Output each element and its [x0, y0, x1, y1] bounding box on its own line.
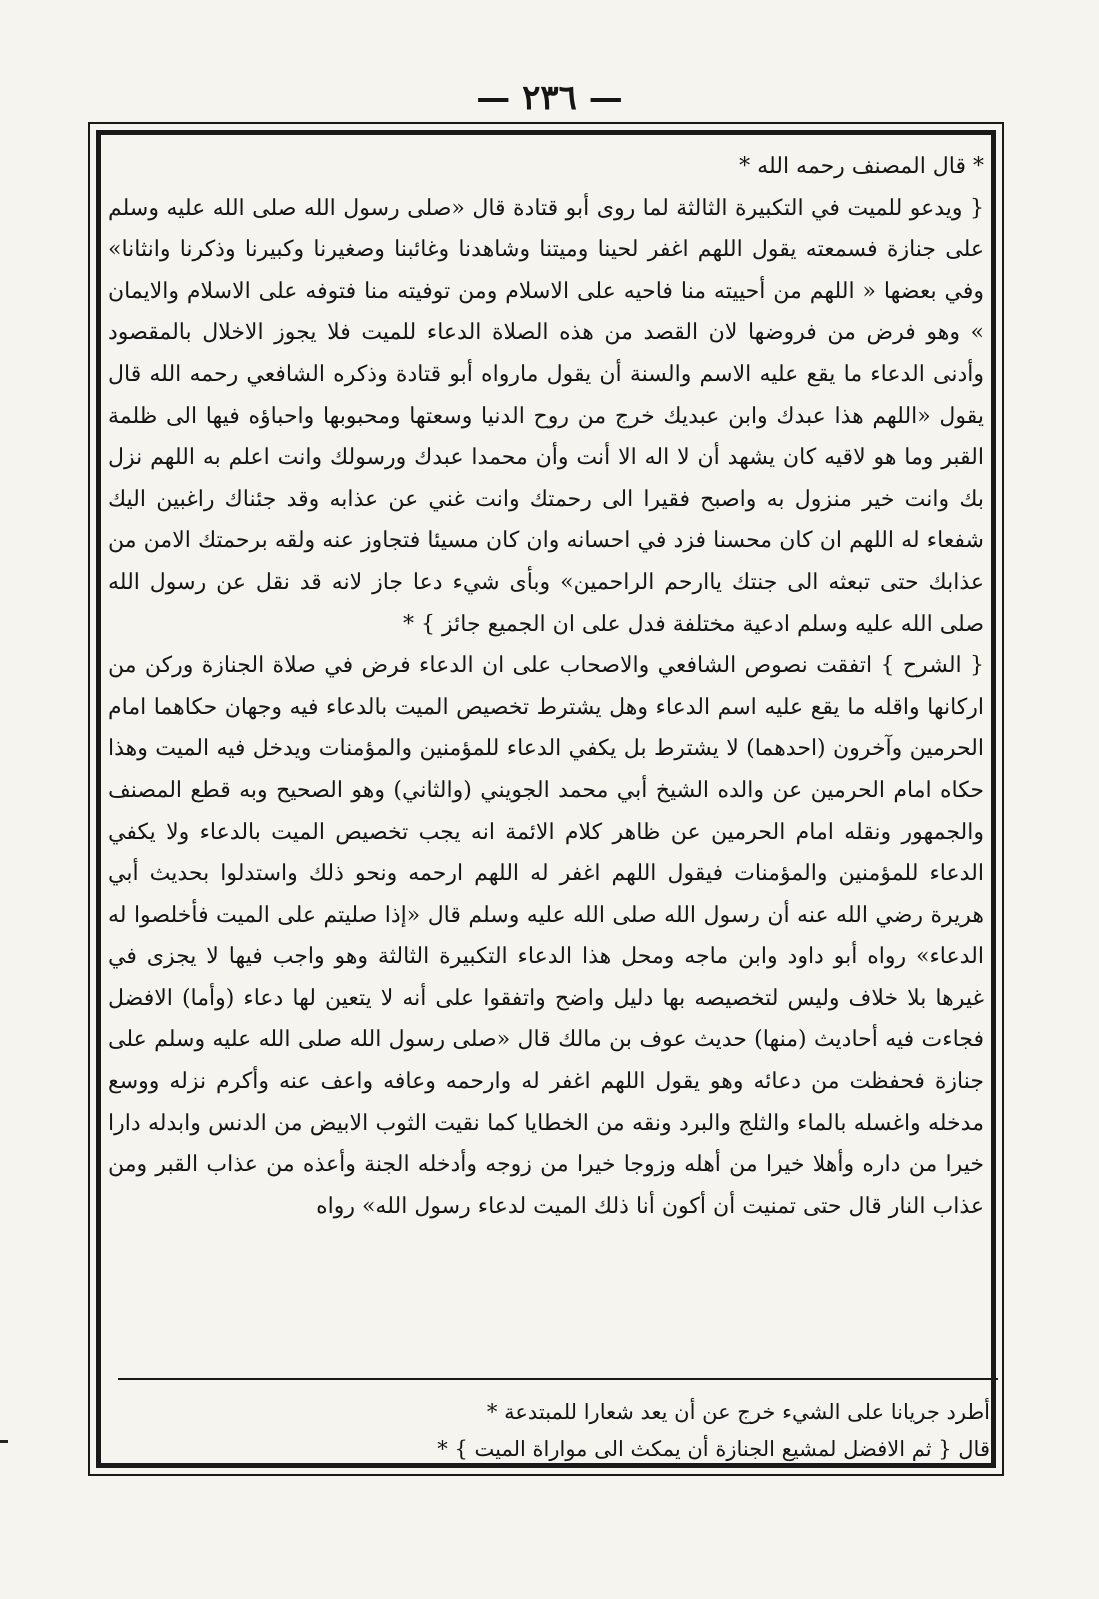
scan-edge-mark — [0, 1440, 8, 1443]
section-heading: * قال المصنف رحمه الله * — [739, 154, 984, 179]
main-text — [108, 146, 984, 1227]
footnote-line: قال { ثم الافضل لمشيع الجنازة أن يمكث الى مواراة الميت } * — [437, 1437, 990, 1461]
page-number: — ٢٣٦ — — [476, 78, 623, 118]
text-paragraph: { ويدعو للميت في التكبيرة الثالثة لما روى أبو قتادة قال «صلى رسول الله صلى الله عليه وسلم على جنازة فسمعته يقول اللهم اغفر لحينا وميتنا وشاهدنا وغائبنا وصغيرنا وكبيرنا وذكرنا وانثانا» وفي بعضها « اللهم من أحييته منا فاحيه على الاسلام ومن توفيته منا فتوفه على الاسلام والايمان » وهو فرض من فروضها لان القصد من هذه الصلاة الدعاء للميت فلا يجوز الاخلال بالمقصود وأدنى الدعاء ما يقع عليه الاسم والسنة أن يقول مارواه أبو قتادة وذكره الشافعي رحمه الله قال يقول «اللهم هذا عبدك وابن عبديك خرج من روح الدنيا وسعتها ومحبوبها واحباؤه فيها الى ظلمة القبر وما هو لاقيه كان يشهد أن لا اله الا أنت وأن محمدا عبدك ورسولك وانت اعلم به اللهم نزل بك وانت خير منزول به واصبح فقيرا الى رحمتك وانت غني عن عذابه وقد جئناك راغبين اليك شفعاء له اللهم ان كان محسنا فزد في احسانه وان كان مسيئا فتجاوز عنه ولقه برحمتك الامن من عذابك حتى تبعثه الى جنتك ياارحم الراحمين» وبأى شيء دعا جاز لانه قد نقل عن رسول الله صلى الله عليه وسلم ادعية مختلفة فدل على ان الجميع جائز } * — [108, 195, 984, 637]
commentary-paragraph: { الشرح } اتفقت نصوص الشافعي والاصحاب على ان الدعاء فرض في صلاة الجنازة وركن من اركانها واقله ما يقع عليه اسم الدعاء وهل يشترط تخصيص الميت بالدعاء فيه وجهان حكاهما امام الحرمين وآخرون (احدهما) لا يشترط بل يكفي الدعاء للمؤمنين والمؤمنات ويدخل فيه الميت وهذا حكاه امام الحرمين عن والده الشيخ أبي محمد الجويني (والثاني) وهو الصحيح وبه قطع المصنف والجمهور ونقله امام الحرمين عن ظاهر كلام الائمة انه يجب تخصيص الميت بالدعاء ولا يكفي الدعاء للمؤمنين والمؤمنات فيقول اللهم اغفر له اللهم ارحمه ونحو ذلك واستدلوا بحديث أبي هريرة رضي الله عنه أن رسول الله صلى الله عليه وسلم قال «إذا صليتم على الميت فأخلصوا له الدعاء» رواه أبو داود وابن ماجه ومحل هذا الدعاء التكبيرة الثالثة وهو واجب فيها لا يجزى في غيرها بلا خلاف وليس لتخصيصه بها دليل واضح واتفقوا على أنه لا يتعين لها دعاء (وأما) الافضل فجاءت فيه أحاديث (منها) حديث عوف بن مالك قال «صلى رسول الله صلى الله عليه وسلم على جنازة فحفظت من دعائه وهو يقول اللهم اغفر له وارحمه وعافه واعف عنه وأكرم نزله ووسع مدخله واغسله بالماء والثلج والبرد ونقه من الخطايا كما نقيت الثوب الابيض من الدنس وابدله دارا خيرا من داره وأهلا خيرا من أهله وزوجا خيرا من زوجه وأدخله الجنة وأعذه من عذاب القبر ومن عذاب النار قال حتى تمنيت أن أكون أنا ذلك الميت لدعاء رسول الله» رواه — [108, 653, 984, 1219]
footnotes — [150, 1394, 990, 1468]
footnote-line: أطرد جريانا على الشيء خرج عن أن يعد شعارا للمبتدعة * — [486, 1400, 990, 1424]
footnote-divider — [118, 1378, 998, 1380]
